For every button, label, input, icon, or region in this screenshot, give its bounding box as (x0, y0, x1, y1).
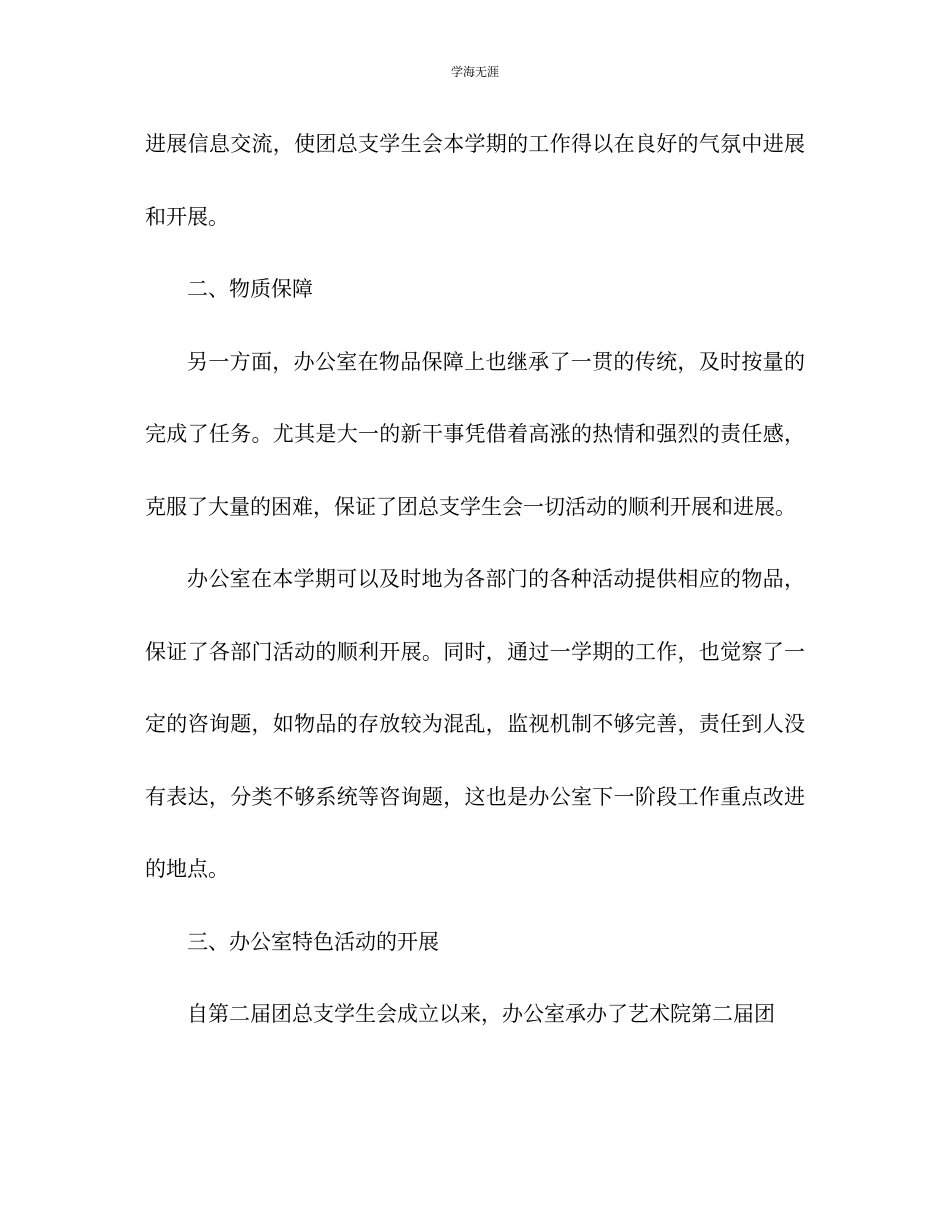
page-header: 学海无涯 (450, 65, 499, 79)
paragraph-special-activities: 自第二届团总支学生会成立以来，办公室承办了艺术院第二届团 (187, 1002, 775, 1026)
paragraph-material-support: 另一方面，办公室在物品保障上也继承了一贯的传统，及时按量的完成了任务。尤其是大一的新干事凭借着高涨的热情和强烈的责任感，克服了大量的困难，保证了团总支学生会一切活动的顺利开展和进展。 (145, 349, 805, 519)
paragraph-intro-continuation: 进展信息交流，使团总支学生会本学期的工作得以在良好的气氛中进展和开展。 (145, 132, 805, 229)
section-heading-material-support: 二、物质保障 (187, 277, 313, 301)
section-heading-special-activities: 三、办公室特色活动的开展 (187, 929, 439, 954)
paragraph-office-supplies: 办公室在本学期可以及时地为各部门的各种活动提供相应的物品，保证了各部门活动的顺利开展。同时，通过一学期的工作，也觉察了一定的咨询题，如物品的存放较为混乱，监视机制不够完善，责任到人没有表达，分类不够系统等咨询题，这也是办公室下一阶段工作重点改进的地点。 (145, 567, 805, 881)
document-body (145, 108, 805, 1051)
